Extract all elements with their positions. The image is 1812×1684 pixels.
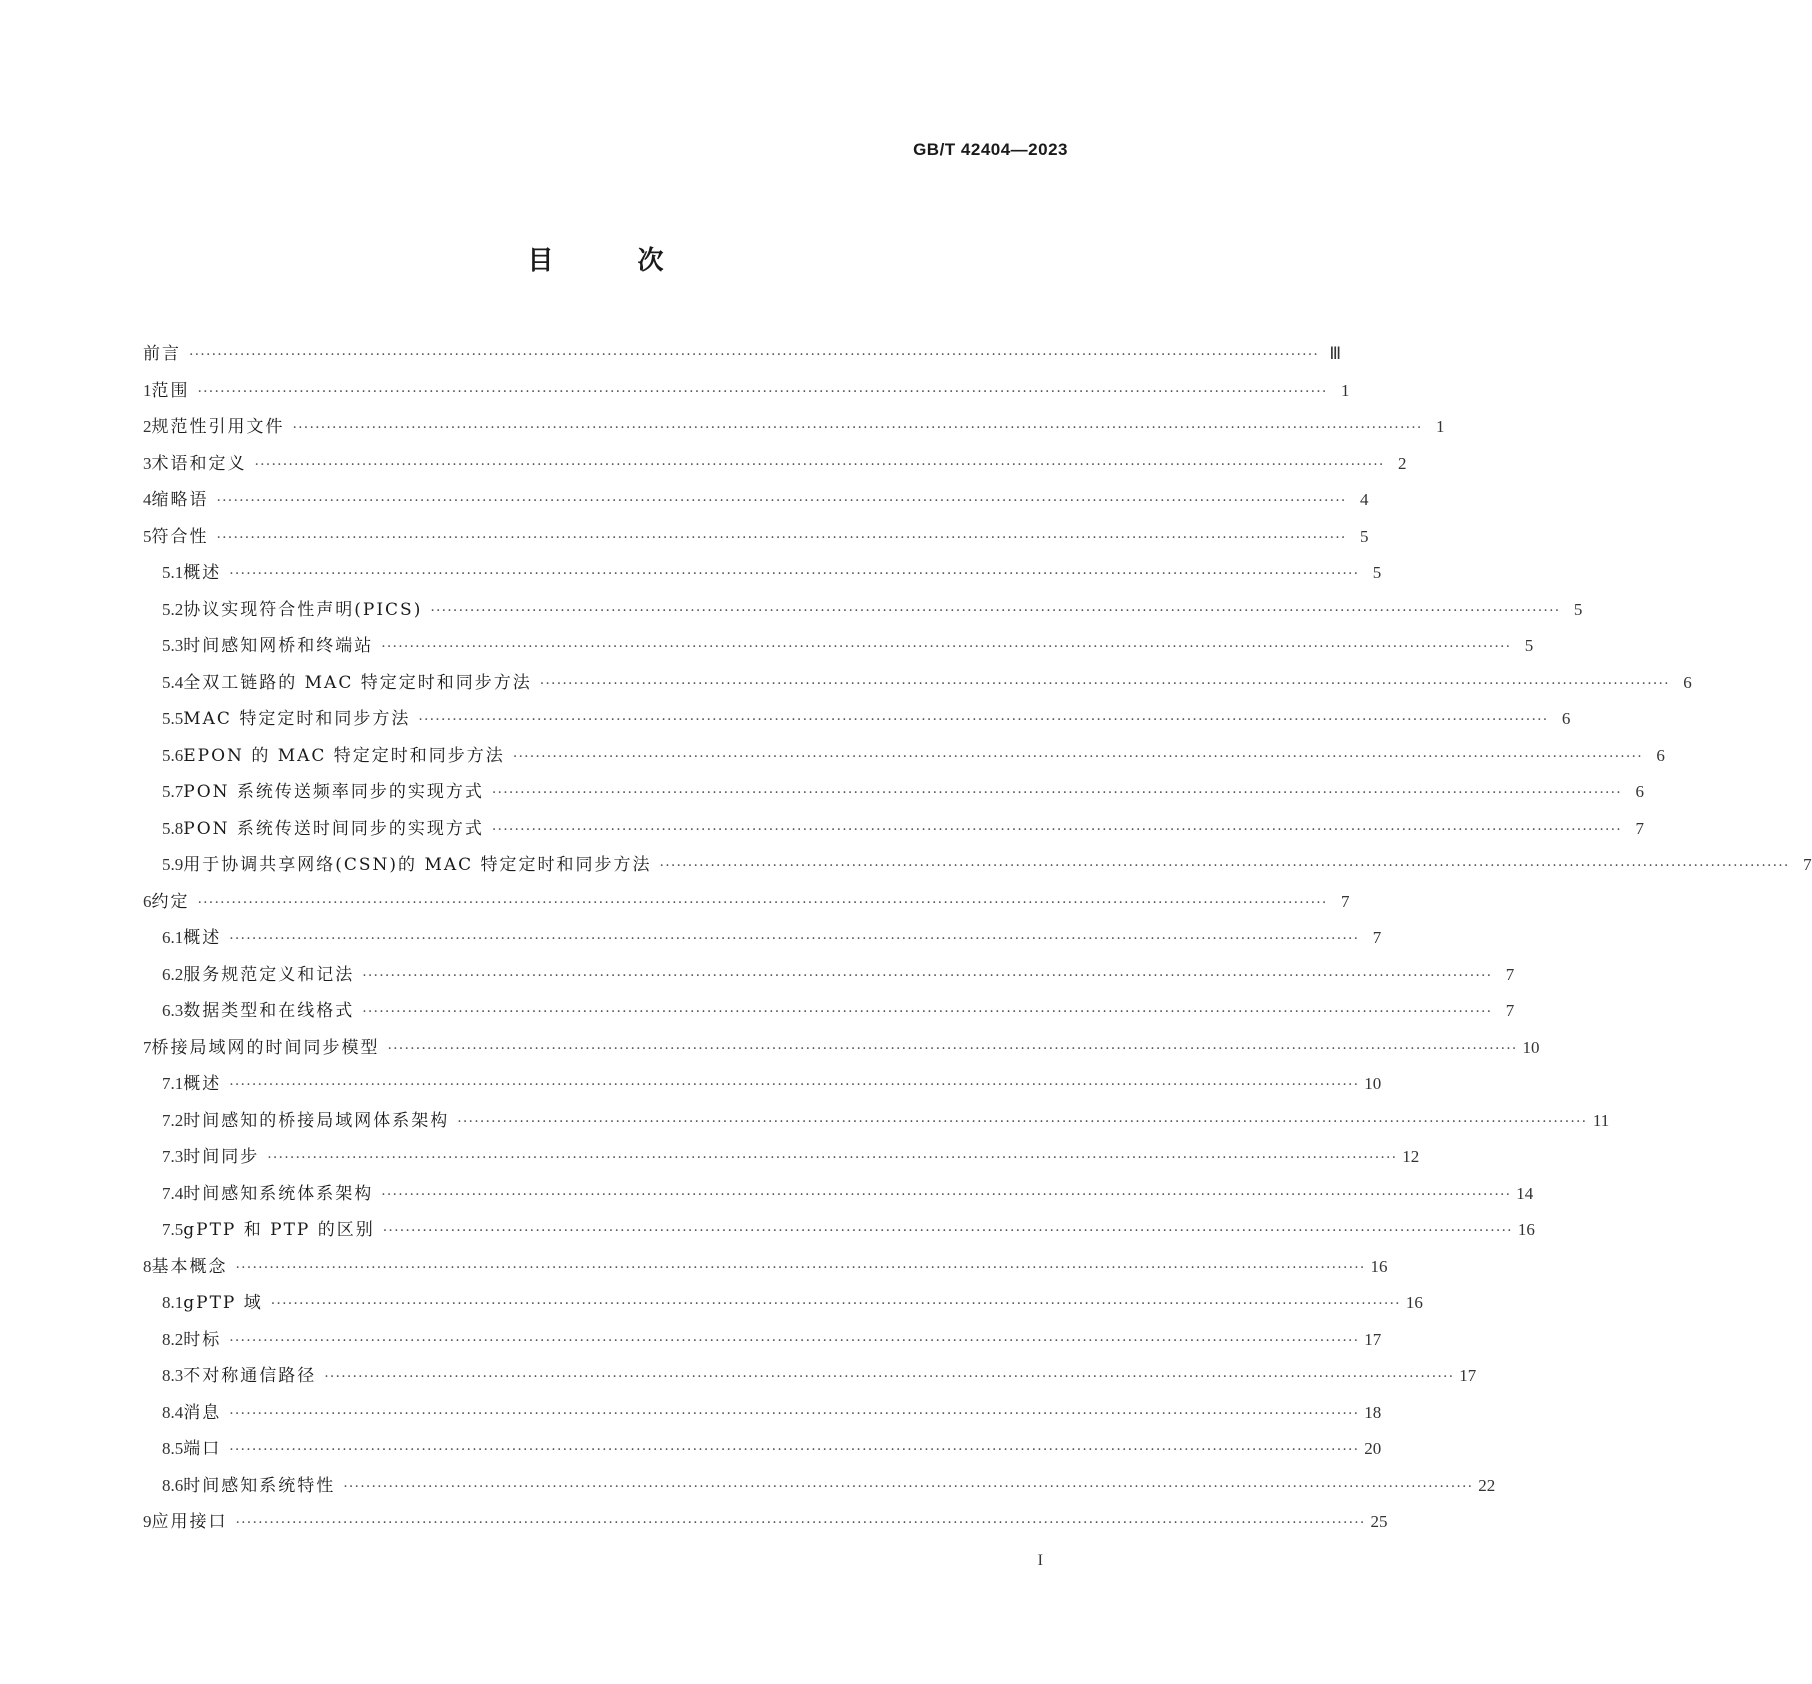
toc-entry-page: 6 <box>1561 709 1571 728</box>
toc-entry-page: 16 <box>1370 1256 1388 1276</box>
toc-dot-leader: ········································································································································································································ <box>362 967 1493 984</box>
toc-entry[interactable] <box>143 996 1515 1033</box>
toc-entry-label: 协议实现符合性声明(PICS) <box>183 599 423 620</box>
toc-dot-leader: ········································································································································································································ <box>362 1004 1493 1020</box>
toc-entry-label: 前言 <box>143 344 181 364</box>
toc-dot-leader: ········································································································································································································ <box>267 1150 1398 1166</box>
toc-entry[interactable] <box>143 339 1342 376</box>
toc-entry-page: 1 <box>1436 417 1445 436</box>
toc-entry-label: 时间感知系统特性 <box>183 1475 336 1496</box>
toc-entry-page: 5 <box>1372 563 1382 582</box>
toc-dot-leader: ········································································································································································································ <box>382 1223 1513 1239</box>
toc-entry-number: 5.9 <box>162 855 184 874</box>
page-folio: I <box>1037 1552 1043 1569</box>
toc-entry-label: PON 系统传送频率同步的实现方式 <box>183 782 484 802</box>
toc-entry-label: gPTP 和 PTP 的区别 <box>183 1220 375 1240</box>
toc-entry-label: 消息 <box>183 1402 222 1423</box>
toc-entry-label: MAC 特定定时和同步方法 <box>183 709 411 729</box>
toc-entry-number: 6 <box>143 891 152 911</box>
toc-entry-page: 7 <box>1505 1001 1515 1020</box>
toc-entry-label: 时间同步 <box>183 1147 260 1167</box>
page-title-char: 次 <box>637 246 664 276</box>
toc-entry-page: 11 <box>1592 1110 1610 1130</box>
toc-dot-leader: ········································································································································································································ <box>418 712 1549 728</box>
toc-entry[interactable] <box>143 485 1369 522</box>
toc-dot-leader: ········································································································································································································ <box>381 639 1512 655</box>
toc-entry-page: 5 <box>1573 599 1583 619</box>
toc-dot-leader: ········································································································································································································ <box>235 1259 1366 1276</box>
toc-entry-label: 用于协调共享网络(CSN)的 MAC 特定定时和同步方法 <box>183 855 652 875</box>
toc-entry-number: 2 <box>143 417 152 436</box>
toc-entry[interactable] <box>143 631 1534 668</box>
toc-entry-label: 范围 <box>151 380 190 401</box>
toc-dot-leader: ········································································································································································································ <box>229 566 1360 582</box>
toc-entry-label: 时间感知的桥接局域网体系架构 <box>183 1110 450 1131</box>
toc-entry-label: 应用接口 <box>151 1512 228 1532</box>
toc-entry-label: EPON 的 MAC 特定定时和同步方法 <box>183 745 505 766</box>
toc-entry-label: 术语和定义 <box>151 453 247 474</box>
toc-entry-number: 6.1 <box>162 928 184 947</box>
toc-entry-label: 概述 <box>183 928 222 948</box>
toc-entry-page: 6 <box>1683 672 1692 692</box>
toc-entry-label: 约定 <box>151 891 190 912</box>
toc-entry[interactable] <box>143 1471 1496 1508</box>
toc-entry-label: PON 系统传送时间同步的实现方式 <box>183 818 484 839</box>
toc-entry-number: 3 <box>143 453 152 473</box>
toc-entry-label: 符合性 <box>151 526 209 547</box>
toc-entry-label: 服务规范定义和记法 <box>183 964 355 985</box>
toc-entry-number: 5.2 <box>162 599 184 619</box>
toc-entry[interactable] <box>143 1033 1540 1070</box>
toc-entry-number: 8.5 <box>162 1439 184 1458</box>
toc-dot-leader: ········································································································································································································ <box>512 748 1643 765</box>
toc-entry-number: 8.2 <box>162 1329 184 1349</box>
toc-entry-number: 7.5 <box>162 1220 184 1239</box>
toc-entry[interactable] <box>143 704 1571 741</box>
toc-entry[interactable] <box>143 595 1583 632</box>
toc-dot-leader: ········································································································································································································ <box>491 785 1622 801</box>
toc-entry-label: 时间感知系统体系架构 <box>183 1183 374 1204</box>
toc-dot-leader: ········································································································································································································ <box>197 894 1328 911</box>
toc-entry[interactable] <box>143 1325 1382 1362</box>
toc-entry-number: 8.4 <box>162 1402 184 1422</box>
toc-entry[interactable] <box>143 1179 1534 1216</box>
toc-entry-page: 5 <box>1360 526 1369 546</box>
toc-entry-number: 5.3 <box>162 636 184 655</box>
toc-entry-number: 7.1 <box>162 1074 184 1093</box>
toc-entry[interactable] <box>143 1252 1388 1289</box>
toc-entry-number: 7 <box>143 1037 152 1057</box>
toc-entry[interactable] <box>143 376 1350 413</box>
toc-entry[interactable] <box>143 449 1407 486</box>
toc-dot-leader: ········································································································································································································ <box>659 858 1790 874</box>
toc-entry-number: 8.6 <box>162 1475 184 1495</box>
toc-entry[interactable] <box>143 1106 1610 1143</box>
toc-entry[interactable] <box>143 1069 1382 1106</box>
toc-entry-number: 1 <box>143 380 152 400</box>
toc-dot-leader: ········································································································································································································ <box>539 675 1670 692</box>
toc-entry-page: 12 <box>1402 1147 1420 1166</box>
toc-entry-page: 16 <box>1517 1220 1535 1239</box>
toc-entry-label: gPTP 域 <box>183 1293 263 1313</box>
toc-entry-label: 端口 <box>183 1439 222 1459</box>
toc-entry-page: Ⅲ <box>1329 344 1342 363</box>
toc-dot-leader: ········································································································································································································ <box>324 1369 1455 1385</box>
toc-entry-number: 8 <box>143 1256 152 1276</box>
toc-entry[interactable] <box>143 1398 1382 1435</box>
toc-dot-leader: ········································································································································································································ <box>292 420 1423 436</box>
toc-dot-leader: ········································································································································································································ <box>387 1040 1518 1057</box>
toc-entry-page: 7 <box>1341 891 1350 911</box>
toc-dot-leader: ········································································································································································································ <box>229 1442 1360 1458</box>
toc-entry-label: 基本概念 <box>151 1256 228 1277</box>
toc-entry-page: 7 <box>1803 855 1812 874</box>
toc-entry-page: 6 <box>1656 745 1665 765</box>
toc-dot-leader: ········································································································································································································ <box>254 456 1385 473</box>
toc-entry-number: 7.3 <box>162 1147 184 1166</box>
toc-entry[interactable] <box>143 1215 1535 1252</box>
toc-entry-number: 8.3 <box>162 1366 184 1385</box>
toc-entry-page: 1 <box>1341 380 1350 400</box>
toc-entry-label: 时标 <box>183 1329 222 1350</box>
toc-entry-label: 缩略语 <box>151 490 209 510</box>
toc-entry-number: 6.3 <box>162 1001 184 1020</box>
toc-entry[interactable] <box>143 814 1644 851</box>
toc-entry-page: 7 <box>1505 964 1515 984</box>
toc-entry-label: 概述 <box>183 563 222 583</box>
toc-entry-number: 7.2 <box>162 1110 184 1130</box>
toc-entry-number: 5.8 <box>162 818 184 838</box>
toc-entry[interactable] <box>143 1361 1477 1398</box>
toc-entry-number: 7.4 <box>162 1183 184 1203</box>
toc-dot-leader: ········································································································································································································ <box>229 1077 1360 1093</box>
toc-entry-label: 概述 <box>183 1074 222 1094</box>
toc-entry-label: 规范性引用文件 <box>151 417 285 437</box>
toc-entry[interactable] <box>143 1507 1388 1544</box>
toc-entry-page: 7 <box>1372 928 1382 947</box>
toc-entry-label: 桥接局域网的时间同步模型 <box>151 1037 380 1058</box>
toc-entry[interactable] <box>143 777 1644 814</box>
toc-entry-number: 5.7 <box>162 782 184 801</box>
standard-number: GB/T 42404—2023 <box>913 140 1068 159</box>
toc-entry-number: 6.2 <box>162 964 184 984</box>
toc-entry-label: 数据类型和在线格式 <box>183 1001 355 1021</box>
toc-entry[interactable] <box>143 522 1369 559</box>
toc-entry[interactable] <box>143 1142 1420 1179</box>
toc-entry-number: 5 <box>143 526 152 546</box>
toc-dot-leader: ········································································································································································································ <box>189 347 1320 363</box>
toc-entry[interactable] <box>143 412 1445 449</box>
toc-entry-page: 25 <box>1370 1512 1388 1531</box>
toc-entry[interactable] <box>143 887 1350 924</box>
toc-entry[interactable] <box>143 1434 1382 1471</box>
toc-entry[interactable] <box>143 741 1665 778</box>
toc-entry-page: 10 <box>1522 1037 1540 1057</box>
toc-entry-number: 4 <box>143 490 152 509</box>
toc-dot-leader: ········································································································································································································ <box>216 529 1347 546</box>
toc-dot-leader: ········································································································································································································ <box>457 1113 1588 1130</box>
toc-entry[interactable] <box>143 668 1692 705</box>
toc-entry-number: 5.4 <box>162 672 184 692</box>
toc-entry-number: 5.6 <box>162 745 184 765</box>
toc-entry-page: 6 <box>1635 782 1644 801</box>
toc-dot-leader: ········································································································································································································ <box>235 1515 1366 1531</box>
toc-entry[interactable] <box>143 558 1382 595</box>
toc-entry-page: 5 <box>1524 636 1534 655</box>
toc-entry-page: 4 <box>1360 490 1369 509</box>
toc-entry-page: 10 <box>1364 1074 1382 1093</box>
toc-entry-number: 9 <box>143 1512 152 1531</box>
toc-entry[interactable] <box>143 850 1812 887</box>
toc-entry-page: 17 <box>1364 1329 1382 1349</box>
toc-entry[interactable] <box>143 960 1515 997</box>
toc-entry-page: 17 <box>1459 1366 1477 1385</box>
toc-entry-page: 7 <box>1635 818 1644 838</box>
toc-entry-number: 5.5 <box>162 709 184 728</box>
table-of-contents <box>143 339 1812 1544</box>
toc-entry[interactable] <box>143 923 1382 960</box>
toc-entry-page: 20 <box>1364 1439 1382 1458</box>
toc-entry-number: 5.1 <box>162 563 184 582</box>
toc-entry-number: 8.1 <box>162 1293 184 1312</box>
toc-entry-label: 不对称通信路径 <box>183 1366 317 1386</box>
toc-entry-label: 全双工链路的 MAC 特定定时和同步方法 <box>183 672 532 693</box>
toc-entry-page: 22 <box>1478 1475 1496 1495</box>
toc-entry-page: 16 <box>1405 1293 1423 1312</box>
toc-dot-leader: ········································································································································································································ <box>229 1332 1360 1349</box>
toc-dot-leader: ········································································································································································································ <box>229 1405 1360 1422</box>
toc-entry-page: 14 <box>1516 1183 1534 1203</box>
toc-entry-page: 2 <box>1398 453 1407 473</box>
toc-dot-leader: ········································································································································································································ <box>197 383 1328 400</box>
toc-dot-leader: ········································································································································································································ <box>430 602 1561 619</box>
toc-dot-leader: ········································································································································································································ <box>381 1186 1512 1203</box>
toc-entry[interactable] <box>143 1288 1423 1325</box>
toc-dot-leader: ········································································································································································································ <box>270 1296 1401 1312</box>
page-title <box>0 240 1191 277</box>
toc-dot-leader: ········································································································································································································ <box>216 493 1347 509</box>
toc-dot-leader: ········································································································································································································ <box>491 821 1622 838</box>
toc-entry-label: 时间感知网桥和终端站 <box>183 636 374 656</box>
toc-dot-leader: ········································································································································································································ <box>229 931 1360 947</box>
page-title-char: 目 <box>527 246 554 276</box>
toc-entry-page: 18 <box>1364 1402 1382 1422</box>
toc-dot-leader: ········································································································································································································ <box>343 1478 1474 1495</box>
